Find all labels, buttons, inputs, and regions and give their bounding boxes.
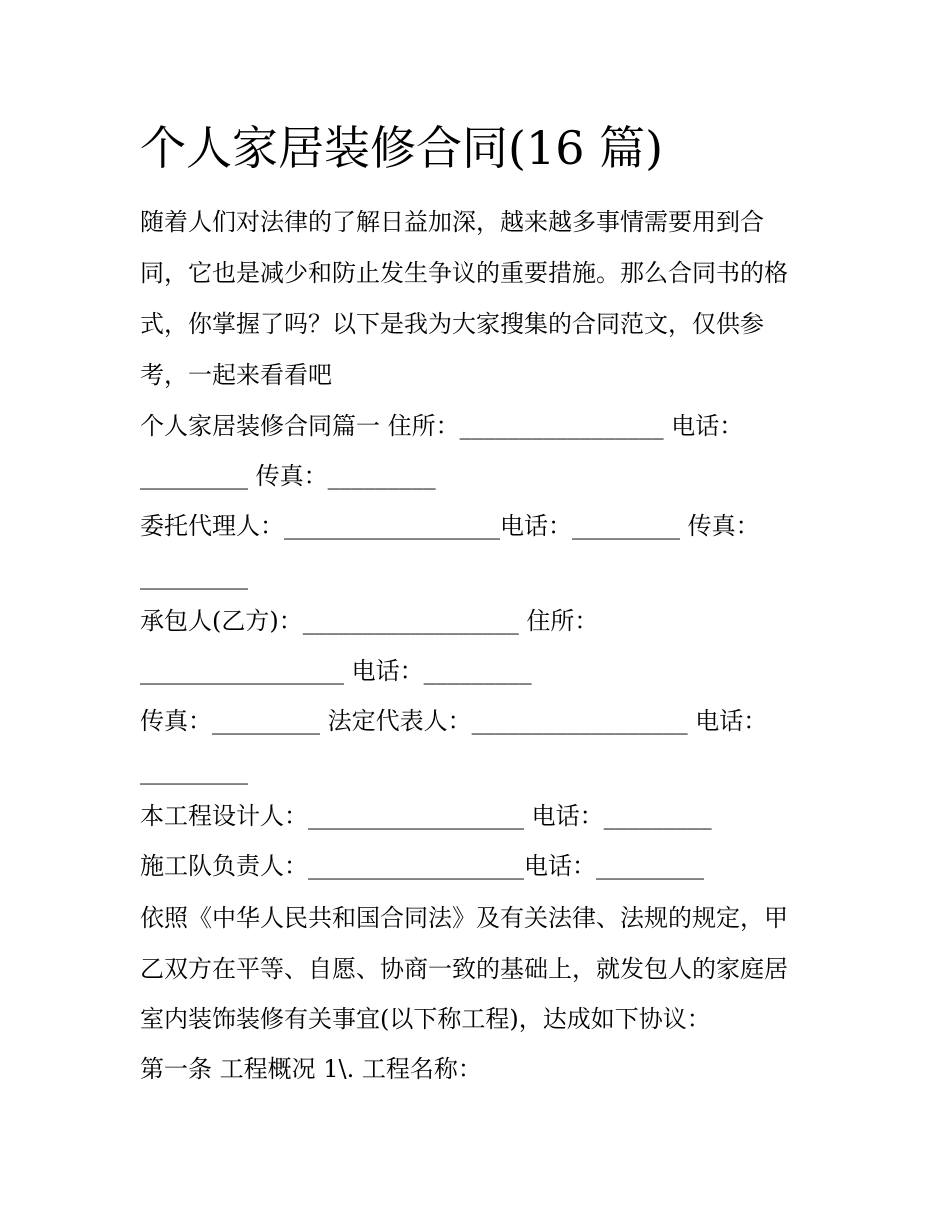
contract-line-3: 委托代理人：__________________电话：_________ 传真： [140, 512, 760, 540]
contract-line-7: 传真：_________ 法定代表人：__________________ 电话： [140, 707, 768, 735]
contract-line-10: 施工队负责人：__________________电话：_________ [140, 852, 704, 880]
contract-line-5: 承包人(乙方)：__________________ 住所： [140, 607, 599, 635]
contract-line-2: _________ 传真：_________ [140, 462, 436, 490]
paragraph-line-1: 随着人们对法律的了解日益加深，越来越多事情需要用到合 [140, 208, 764, 236]
contract-line-1: 个人家居装修合同篇一 住所：_________________ 电话： [140, 412, 744, 440]
agreement-line-1: 依照《中华人民共和国合同法》及有关法律、法规的规定，甲 [140, 904, 788, 932]
clause-line-1: 第一条 工程概况 1\. 工程名称： [140, 1055, 482, 1083]
paragraph-line-2: 同，它也是减少和防止发生争议的重要措施。那么合同书的格 [140, 259, 788, 287]
paragraph-line-4: 考，一起来看看吧 [140, 361, 332, 389]
agreement-line-3: 室内装饰装修有关事宜(以下称工程)，达成如下协议： [140, 1005, 711, 1033]
contract-line-8: _________ [140, 757, 248, 785]
agreement-line-2: 乙双方在平等、自愿、协商一致的基础上，就发包人的家庭居 [140, 955, 788, 983]
contract-line-9: 本工程设计人：__________________ 电话：_________ [140, 802, 712, 830]
paragraph-line-3: 式，你掌握了吗？以下是我为大家搜集的合同范文，仅供参 [140, 310, 764, 338]
contract-line-6: _________________ 电话：_________ [140, 657, 532, 685]
document-title: 个人家居装修合同(16 篇) [140, 121, 664, 175]
contract-line-4: _________ [140, 562, 248, 590]
